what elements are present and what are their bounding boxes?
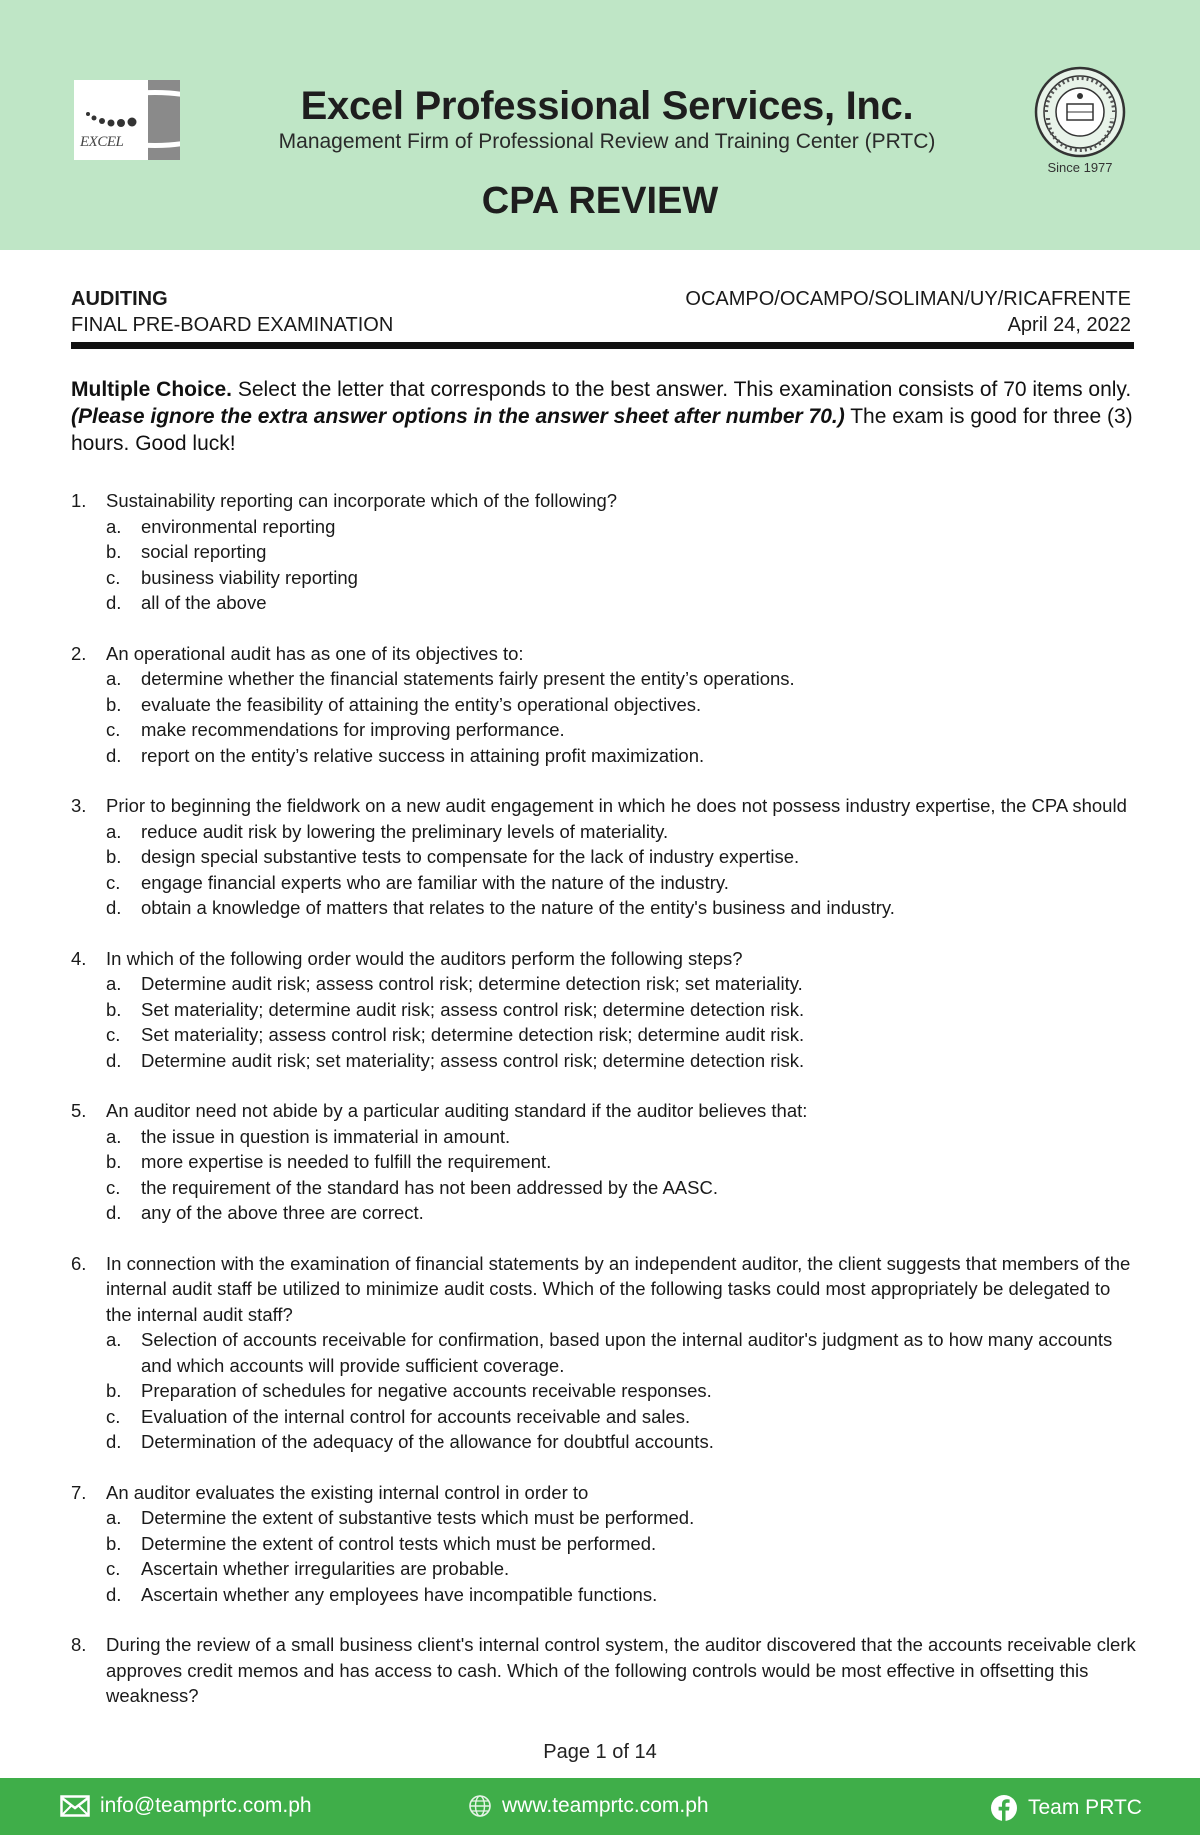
option-letter: d.: [106, 744, 122, 766]
option-text: report on the entity’s relative success in attaining profit maximization.: [141, 744, 705, 766]
option-letter: c.: [106, 871, 121, 893]
question-text: In which of the following order would the auditors perform the following steps?: [106, 947, 743, 969]
company-name: Excel Professional Services, Inc.: [300, 84, 914, 128]
facebook-icon: [990, 1794, 1018, 1822]
answer-option: [71, 844, 1136, 870]
option-letter: b.: [106, 846, 122, 867]
option-text: environmental reporting: [141, 515, 336, 537]
option-letter: c.: [106, 566, 121, 588]
answer-option: [71, 1531, 1136, 1557]
footer-social[interactable]: [990, 1794, 1142, 1822]
company-subtitle: Management Firm of Professional Review and Training Center (PRTC): [278, 130, 936, 153]
option-letter: b.: [106, 1151, 122, 1172]
page-number: Page 1 of 14: [543, 1741, 657, 1763]
option-text: the requirement of the standard has not been addressed by the AASC.: [141, 1176, 718, 1198]
option-text: Set materiality; assess control risk; determine detection risk; determine audit risk.: [141, 1024, 805, 1045]
answer-option: [71, 514, 1136, 540]
option-letter: a.: [106, 1329, 122, 1350]
option-text: the issue in question is immaterial in amount.: [141, 1125, 511, 1147]
option-letter: d.: [106, 1049, 122, 1071]
question-number: 4.: [71, 947, 87, 969]
question-number: 6.: [71, 1252, 87, 1274]
answer-option: [71, 1327, 1136, 1378]
question-text: An operational audit has as one of its objectives to:: [106, 642, 524, 664]
option-text: all of the above: [141, 592, 267, 613]
option-letter: c.: [106, 1176, 121, 1198]
option-text: more expertise is needed to fulfill the requirement.: [141, 1151, 552, 1172]
instructions: [71, 376, 1133, 457]
question-item: [71, 488, 1136, 616]
instructions-emphasis: (Please ignore the extra answer options in the answer sheet after number 70.): [71, 405, 845, 428]
answer-option: [71, 539, 1136, 565]
question-number: 3.: [71, 795, 87, 816]
footer-email-text: info@teamprtc.com.ph: [100, 1794, 312, 1817]
instructions-text-2: The exam is good for three (3) hours. Good luck!: [71, 405, 1133, 455]
instructions-text-1: Select the letter that corresponds to the best answer. This examination consists of 70 items only.: [232, 378, 1132, 401]
since-label: Since 1977: [1047, 160, 1113, 175]
answer-option: [71, 1404, 1136, 1430]
option-text: Determine audit risk; assess control risk; determine detection risk; set materiality.: [141, 973, 803, 994]
question-number: 1.: [71, 490, 87, 511]
option-text: Ascertain whether any employees have incompatible functions.: [141, 1583, 658, 1605]
option-letter: d.: [106, 1583, 122, 1605]
option-letter: d.: [106, 1202, 122, 1223]
answer-option: [71, 565, 1136, 591]
option-text: Evaluation of the internal control for accounts receivable and sales.: [141, 1405, 691, 1427]
option-letter: a.: [106, 820, 122, 842]
program-title: CPA REVIEW: [481, 180, 719, 222]
subject-label: AUDITING: [71, 288, 168, 310]
globe-icon: [468, 1794, 492, 1818]
question-item: [71, 1251, 1136, 1455]
answer-option: [71, 870, 1136, 896]
answer-option: [71, 590, 1136, 616]
seal-icon: [1034, 66, 1126, 158]
option-text: engage financial experts who are familiar with the nature of the industry.: [141, 871, 729, 893]
option-letter: d.: [106, 592, 122, 613]
question-text: An auditor need not abide by a particular auditing standard if the auditor believes that:: [106, 1100, 808, 1121]
question-item: [71, 1098, 1136, 1226]
option-text: any of the above three are correct.: [141, 1202, 424, 1223]
answer-option: [71, 743, 1136, 769]
option-text: social reporting: [141, 541, 267, 562]
answer-option: [71, 717, 1136, 743]
option-text: design special substantive tests to compensate for the lack of industry expertise.: [141, 846, 800, 867]
question-text: An auditor evaluates the existing internal control in order to: [106, 1481, 589, 1503]
question-item: [71, 641, 1136, 769]
answer-option: [71, 1124, 1136, 1150]
option-letter: a.: [106, 973, 122, 994]
date-label: April 24, 2022: [1007, 314, 1131, 336]
header-rule: [71, 342, 1134, 349]
option-text: determine whether the financial statements fairly present the entity’s operations.: [141, 668, 795, 689]
option-letter: d.: [106, 897, 122, 918]
option-letter: c.: [106, 719, 121, 740]
question-number: 8.: [71, 1634, 87, 1655]
question-list: [71, 488, 1136, 1734]
option-text: Determine the extent of substantive tests which must be performed.: [141, 1507, 695, 1528]
answer-option: [71, 1378, 1136, 1404]
logo-wordmark: EXCEL: [80, 134, 124, 150]
option-text: obtain a knowledge of matters that relates to the nature of the entity's business and industry.: [141, 897, 895, 918]
answer-option: [71, 971, 1136, 997]
question-number: 5.: [71, 1100, 87, 1121]
option-letter: b.: [106, 1380, 122, 1401]
option-letter: b.: [106, 541, 122, 562]
option-text: Set materiality; determine audit risk; assess control risk; determine detection risk.: [141, 998, 805, 1020]
option-letter: b.: [106, 693, 122, 715]
question-item: [71, 946, 1136, 1074]
answer-option: [71, 997, 1136, 1023]
option-text: Preparation of schedules for negative accounts receivable responses.: [141, 1380, 712, 1401]
option-letter: a.: [106, 515, 122, 537]
option-letter: c.: [106, 1024, 121, 1045]
option-text: Selection of accounts receivable for confirmation, based upon the internal auditor's judgment as to how many accounts and which accounts will provide sufficient coverage.: [141, 1329, 1113, 1376]
answer-option: [71, 1556, 1136, 1582]
option-letter: a.: [106, 668, 122, 689]
footer-social-text: Team PRTC: [1028, 1796, 1142, 1819]
answer-option: [71, 895, 1136, 921]
answer-option: [71, 1582, 1136, 1608]
exam-label: FINAL PRE-BOARD EXAMINATION: [71, 314, 394, 336]
answer-option: [71, 1429, 1136, 1455]
option-text: reduce audit risk by lowering the preliminary levels of materiality.: [141, 820, 669, 842]
option-letter: a.: [106, 1125, 122, 1147]
option-letter: b.: [106, 1532, 122, 1554]
footer-website[interactable]: [468, 1794, 709, 1818]
answer-option: [71, 1505, 1136, 1531]
option-text: Determination of the adequacy of the allowance for doubtful accounts.: [141, 1431, 714, 1452]
option-text: evaluate the feasibility of attaining the entity’s operational objectives.: [141, 693, 702, 715]
footer-website-text: www.teamprtc.com.ph: [502, 1794, 709, 1817]
authors-label: OCAMPO/OCAMPO/SOLIMAN/UY/RICAFRENTE: [685, 288, 1131, 310]
answer-option: [71, 819, 1136, 845]
instructions-lead: Multiple Choice.: [71, 378, 233, 401]
answer-option: [71, 692, 1136, 718]
answer-option: [71, 1149, 1136, 1175]
option-letter: c.: [106, 1558, 121, 1579]
option-letter: a.: [106, 1507, 122, 1528]
option-text: make recommendations for improving performance.: [141, 719, 565, 740]
question-text: Prior to beginning the fieldwork on a new audit engagement in which he does not possess industry expertise, the CPA should: [106, 795, 1127, 816]
option-text: Ascertain whether irregularities are probable.: [141, 1558, 510, 1579]
answer-option: [71, 1200, 1136, 1226]
page-header: [0, 0, 1200, 250]
envelope-icon: [60, 1795, 90, 1817]
question-number: 2.: [71, 642, 87, 664]
option-text: business viability reporting: [141, 566, 358, 588]
answer-option: [71, 1048, 1136, 1074]
question-item: [71, 793, 1136, 921]
question-text: During the review of a small business client's internal control system, the auditor discovered that the accounts receivable clerk approves credit memos and has access to cash. Which of the following controls would be most effective in offsetting this weakness?: [106, 1634, 1136, 1706]
option-letter: b.: [106, 998, 122, 1020]
page-footer: [0, 1778, 1200, 1835]
option-text: Determine audit risk; set materiality; assess control risk; determine detection risk.: [141, 1049, 805, 1071]
question-item: [71, 1480, 1136, 1608]
question-text: In connection with the examination of financial statements by an independent auditor, the client suggests that members of the internal audit staff be utilized to minimize audit costs. Which of the following tasks could most appropriately be delegated to the internal audit staff?: [106, 1252, 1131, 1325]
question-text: Sustainability reporting can incorporate which of the following?: [106, 490, 618, 511]
option-text: Determine the extent of control tests which must be performed.: [141, 1532, 657, 1554]
question-number: 7.: [71, 1481, 87, 1503]
option-letter: c.: [106, 1405, 121, 1427]
question-item: [71, 1632, 1136, 1709]
answer-option: [71, 1175, 1136, 1201]
answer-option: [71, 1022, 1136, 1048]
option-letter: d.: [106, 1431, 122, 1452]
answer-option: [71, 666, 1136, 692]
footer-email[interactable]: [60, 1794, 312, 1818]
